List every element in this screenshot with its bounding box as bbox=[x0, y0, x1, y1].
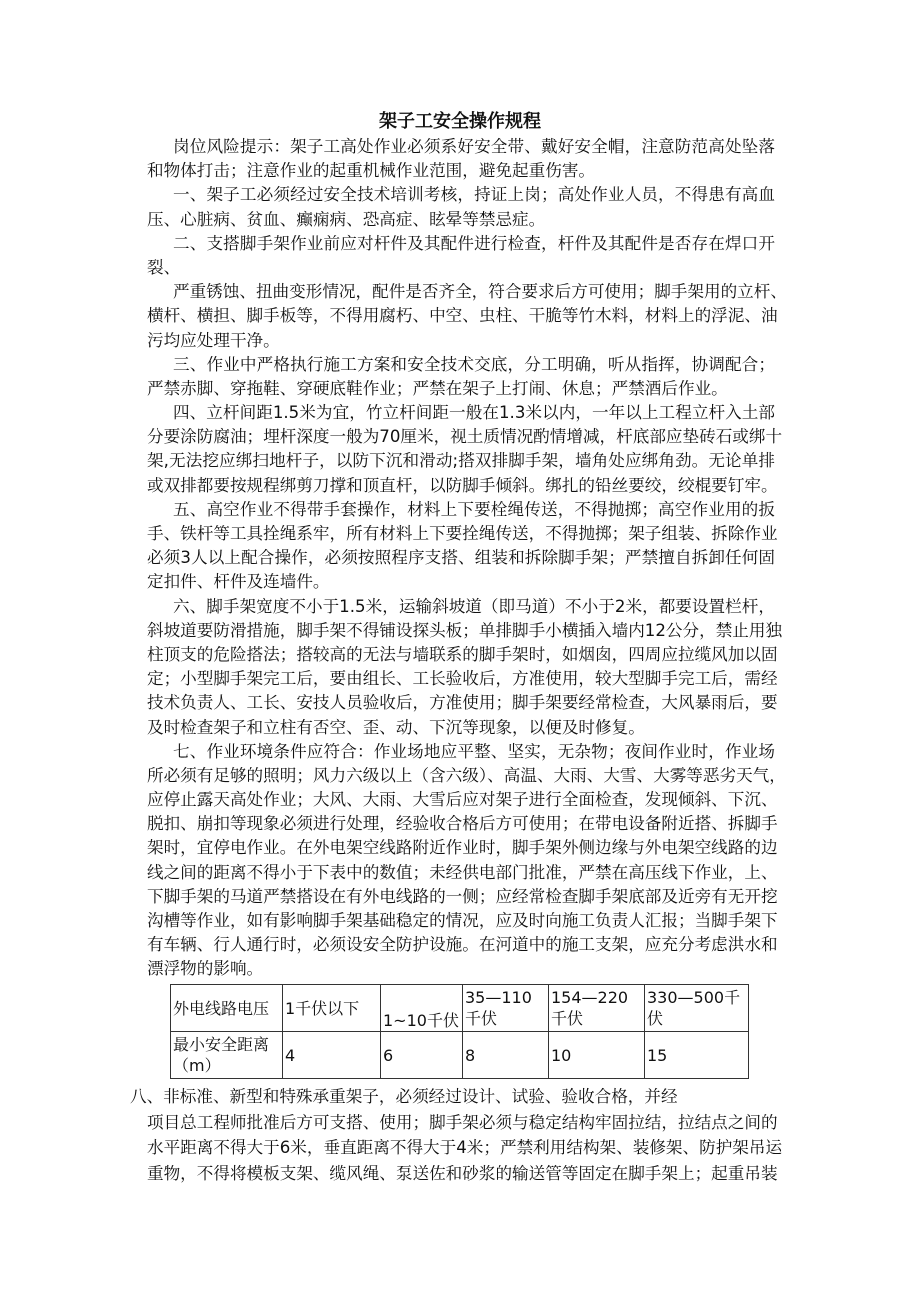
text-line: 裂、 bbox=[147, 257, 181, 277]
text-line: 沟槽等作业，如有影响脚手架基础稳定的情况，应及时向施工负责人汇报；当脚手架下 bbox=[147, 911, 778, 930]
text-line: 必须3人以上配合操作，必须按照程序支搭、组装和拆除脚手架；严禁擅自拆卸任何固 bbox=[147, 548, 775, 568]
text-line: 定；小型脚手架完工后，要由组长、工长验收后，方准使用，较大型脚手完工后，需经 bbox=[147, 669, 778, 689]
text-line: 或双排都要按规程绑剪刀撑和顶直杆，以防脚手倾斜。绑扎的铅丝要绞，绞棍要钉牢。 bbox=[147, 475, 778, 495]
table-row-voltage bbox=[171, 985, 749, 1032]
text-line: 柱顶支的危险搭法；搭较高的无法与墙联系的脚手架时，如烟囱，四周应拉缆风加以固 bbox=[147, 644, 778, 664]
document-body bbox=[147, 135, 787, 982]
text-line: 五、高空作业不得带手套操作，材料上下要栓绳传送，不得抛掷；高空作业用的扳 bbox=[173, 499, 775, 519]
document-title: 架子工安全操作规程 bbox=[379, 111, 541, 132]
text-line: 技术负责人、工长、安技人员验收后，方准使用；脚手架要经常检查，大风暴雨后，要 bbox=[147, 693, 778, 713]
text-line: 八、非标准、新型和特殊承重架子，必须经过设计、试验、验收合格，并经 bbox=[130, 1087, 678, 1106]
paragraph bbox=[147, 740, 786, 982]
table-row-distance bbox=[171, 1032, 749, 1079]
paragraph bbox=[147, 595, 783, 740]
table-cell: 4 bbox=[283, 1032, 381, 1079]
text-line: 分要涂防腐油；埋杆深度一般为70厘米，视土质情况酌情增减，杆底部应垫砖石或绑十 bbox=[147, 427, 783, 447]
text-line: 定扣件、杆件及连墙件。 bbox=[147, 572, 330, 592]
text-line: 重物，不得将模板支架、缆风绳、泵送佐和砂浆的输送管等固定在脚手架上；起重吊装 bbox=[147, 1163, 778, 1183]
paragraph bbox=[147, 401, 783, 498]
table-cell: 8 bbox=[463, 1032, 549, 1079]
paragraph bbox=[147, 135, 775, 183]
table-cell: 15 bbox=[645, 1032, 749, 1079]
text-line: 斜坡道要防滑措施，脚手架不得铺设探头板；单排脚手小横插入墙内12公分，禁止用独 bbox=[147, 620, 783, 640]
text-line: 及时检查架子和立柱有否空、歪、动、下沉等现象，以便及时修复。 bbox=[147, 717, 645, 737]
text-line: 线之间的距离不得小于下表中的数值；未经供电部门批准，严禁在高压线下作业，上、 bbox=[147, 862, 778, 882]
table-header-cell: 154—220千伏 bbox=[549, 985, 645, 1032]
text-line: 岗位风险提示：架子工高处作业必须系好安全带、戴好安全帽，注意防范高处坠落 bbox=[173, 137, 775, 156]
table-header-cell: 330—500千伏 bbox=[645, 985, 749, 1032]
table-header-cell: 1千伏以下 bbox=[283, 985, 381, 1032]
table-cell: 10 bbox=[549, 1032, 645, 1079]
text-line: 三、作业中严格执行施工方案和安全技术交底，分工明确，听从指挥，协调配合； bbox=[173, 354, 775, 374]
table-header-cell: 35—110千伏 bbox=[463, 985, 549, 1032]
text-line: 压、心脏病、贫血、癫痫病、恐高症、眩晕等禁忌症。 bbox=[147, 209, 546, 229]
section-eight bbox=[130, 1084, 783, 1186]
paragraph bbox=[147, 498, 778, 595]
text-line: 二、支搭脚手架作业前应对杆件及其配件进行检查，杆件及其配件是否存在焊口开 bbox=[173, 233, 775, 253]
text-line: 六、脚手架宽度不小于1.5米，运输斜坡道（即马道）不小于2米，都要设置栏杆， bbox=[173, 596, 775, 616]
text-line: 四、立杆间距1.5米为宜，竹立杆间距一般在1.3米以内，一年以上工程立杆入土部 bbox=[173, 403, 775, 423]
table-cell: 6 bbox=[381, 1032, 463, 1079]
text-line: 架,无法挖应绑扫地杆子，以防下沉和滑动;搭双排脚手架，墙角处应绑角劲。无论单排 bbox=[147, 451, 775, 471]
text-line: 水平距离不得大于6米，垂直距离不得大于4米；严禁利用结构架、装修架、防护架吊运 bbox=[147, 1138, 783, 1157]
table-header-cell: 1~10千伏 bbox=[381, 985, 463, 1032]
text-line: 和物体打击；注意作业的起重机械作业范围，避免起重伤害。 bbox=[147, 161, 596, 181]
text-line: 下脚手架的马道严禁搭设在有外电线路的一侧；应经常检查脚手架底部及近旁有无开挖 bbox=[147, 886, 778, 906]
safety-distance-table bbox=[170, 984, 749, 1079]
table-cell: 最小安全距离（m） bbox=[171, 1032, 283, 1079]
text-line: 脱扣、崩扣等现象必须进行处理，经验收合格后方可使用；在带电设备附近搭、拆脚手 bbox=[147, 814, 778, 834]
text-line: 污均应处理干净。 bbox=[147, 330, 280, 350]
text-line: 横杆、横担、脚手板等，不得用腐朽、中空、虫柱、干脆等竹木料，材料上的浮泥、油 bbox=[147, 306, 778, 326]
text-line: 一、架子工必须经过安全技术培训考核，持证上岗；高处作业人员，不得患有高血 bbox=[173, 185, 775, 205]
text-line: 严禁赤脚、穿拖鞋、穿硬底鞋作业；严禁在架子上打闹、休息；严禁酒后作业。 bbox=[147, 378, 728, 398]
paragraph bbox=[147, 183, 775, 231]
paragraph bbox=[147, 232, 775, 280]
text-line: 架时，宜停电作业。在外电架空线路附近作业时，脚手架外侧边缘与外电架空线路的边 bbox=[147, 838, 778, 858]
paragraph bbox=[147, 280, 787, 353]
text-line: 有车辆、行人通行时，必须设安全防护设施。在河道中的施工支架，应充分考虑洪水和 bbox=[147, 935, 778, 955]
text-line: 漂浮物的影响。 bbox=[147, 959, 264, 979]
text-line: 项目总工程师批准后方可支搭、使用；脚手架必须与稳定结构牢固拉结，拉结点之间的 bbox=[147, 1112, 778, 1132]
text-line: 手、铁杆等工具拴绳系牢，所有材料上下要拴绳传送，不得抛掷；架子组装、拆除作业 bbox=[147, 524, 778, 543]
table-header-cell: 外电线路电压 bbox=[171, 985, 283, 1032]
text-line: 七、作业环境条件应符合：作业场地应平整、坚实，无杂物；夜间作业时，作业场 bbox=[173, 741, 775, 761]
text-line: 严重锈蚀、扭曲变形情况，配件是否齐全，符合要求后方可使用；脚手架用的立杆、 bbox=[173, 282, 787, 302]
paragraph bbox=[147, 353, 775, 401]
text-line: 所必须有足够的照明；风力六级以上（含六级）、高温、大雨、大雪、大雾等恶劣天气， bbox=[147, 765, 786, 785]
text-line: 应停止露天高处作业；大风、大雨、大雪后应对架子进行全面检查，发现倾斜、下沉、 bbox=[147, 790, 778, 810]
